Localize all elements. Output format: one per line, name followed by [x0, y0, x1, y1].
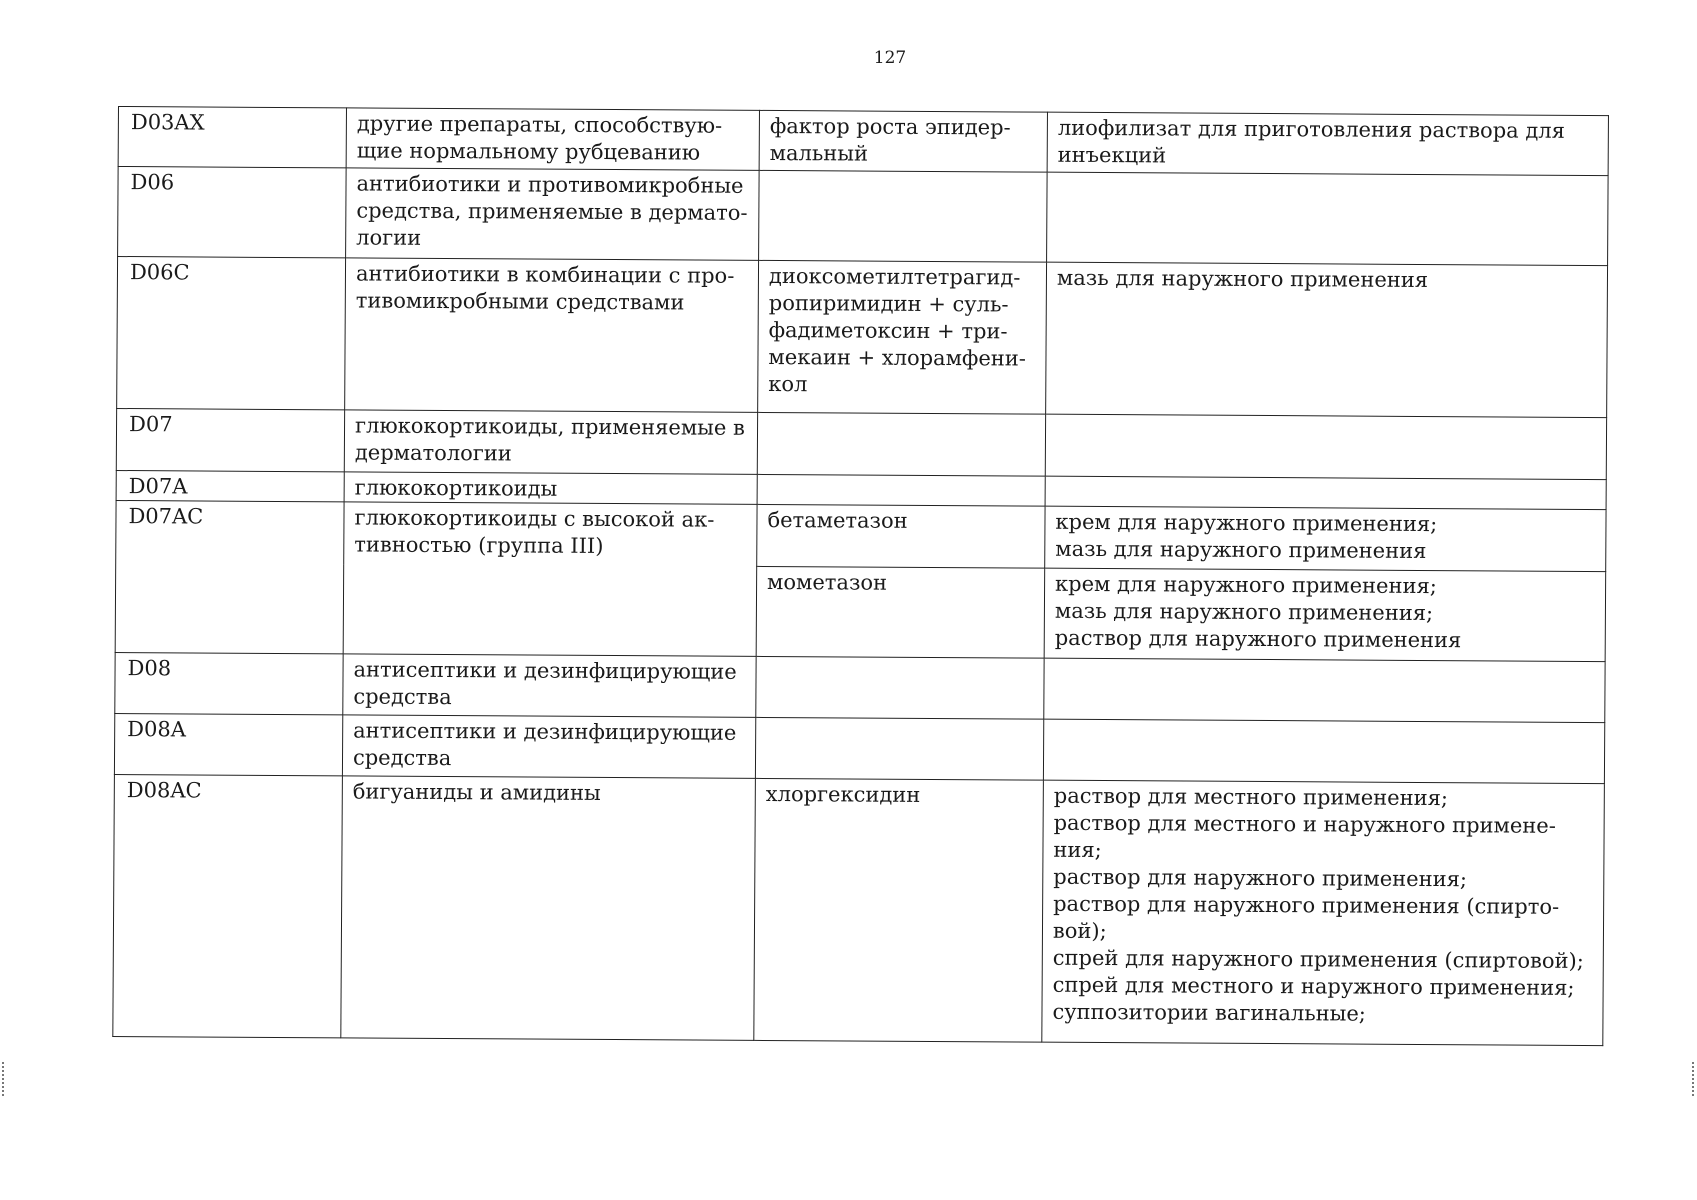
atc-code-cell: D08 — [115, 652, 343, 714]
dosage-form-cell — [1044, 658, 1605, 722]
atc-code-cell: D06C — [117, 257, 346, 410]
dosage-form-cell: лиофилизат для приготовления раствора для инъекций — [1047, 112, 1608, 175]
substance-cell — [757, 412, 1045, 476]
table-row — [115, 652, 1605, 722]
table-row — [117, 257, 1608, 418]
group-cell: глюкокортикоиды — [344, 472, 757, 505]
page-number: 127 — [873, 48, 907, 68]
dosage-form-cell — [1045, 476, 1606, 509]
substance-cell: диоксометилтетрагид- ропиримидин + суль- фадиметоксин + три- мекаин + хлорамфени- кол — [758, 260, 1047, 414]
table-row — [114, 713, 1604, 783]
table-row — [118, 107, 1608, 176]
drug-table-container — [112, 106, 1608, 1046]
dosage-form-cell: крем для наружного применения; мазь для наружного применения — [1045, 506, 1606, 571]
dosage-form-cell — [1043, 719, 1604, 783]
group-cell: другие препараты, способствую- щие нормальному рубцеванию — [346, 108, 759, 171]
substance-cell: бетаметазон — [757, 504, 1045, 568]
substance-cell: хлоргексидин — [754, 778, 1044, 1042]
substance-cell — [755, 717, 1043, 780]
drug-table — [112, 106, 1609, 1046]
group-cell: антисептики и дезинфицирующие средства — [343, 654, 756, 718]
left-margin-mark — [2, 1062, 6, 1096]
dosage-form-cell: мазь для наружного применения — [1046, 262, 1608, 417]
group-cell: бигуаниды и амидины — [341, 776, 756, 1041]
atc-code-cell: D07AC — [115, 500, 344, 653]
table-row — [113, 774, 1605, 1045]
atc-code-cell: D06 — [118, 167, 347, 258]
group-cell: глюкокортикоиды с высокой ак- тивностью (группа III) — [343, 502, 757, 657]
substance-cell — [757, 474, 1045, 506]
table-row — [116, 408, 1606, 479]
group-cell: глюкокортикоиды, применяемые в дерматологии — [344, 410, 757, 475]
atc-code-cell: D08AC — [113, 774, 343, 1037]
substance-cell — [756, 656, 1044, 719]
dosage-form-cell: крем для наружного применения; мазь для наружного применения; раствор для наружного применения — [1044, 568, 1606, 661]
atc-code-cell: D08A — [114, 713, 342, 775]
right-margin-mark — [1692, 1062, 1696, 1096]
dosage-form-cell — [1047, 172, 1609, 265]
group-cell: антисептики и дезинфицирующие средства — [342, 715, 755, 779]
atc-code-cell: D07A — [116, 470, 344, 501]
atc-code-cell: D07 — [116, 408, 344, 471]
table-row — [116, 500, 1606, 571]
substance-cell: мометазон — [756, 566, 1045, 658]
dosage-form-cell: раствор для местного применения; раствор для местного и наружного примене- ния; раствор для наружного применения; раствор для наружного применения (спирто- вой); спрей для наружного применения (спиртовой); спрей для местного и наружного применения; суппозитории вагинальные; — [1042, 780, 1605, 1045]
substance-cell: фактор роста эпидер- мальный — [759, 110, 1047, 172]
substance-cell — [759, 170, 1048, 262]
group-cell: антибиотики в комбинации с про- тивомикробными средствами — [345, 258, 759, 413]
group-cell: антибиотики и противомикробные средства, применяемые в дермато- логии — [346, 168, 760, 261]
atc-code-cell: D03AX — [118, 107, 346, 168]
dosage-form-cell — [1045, 414, 1606, 479]
table-row — [118, 167, 1609, 266]
